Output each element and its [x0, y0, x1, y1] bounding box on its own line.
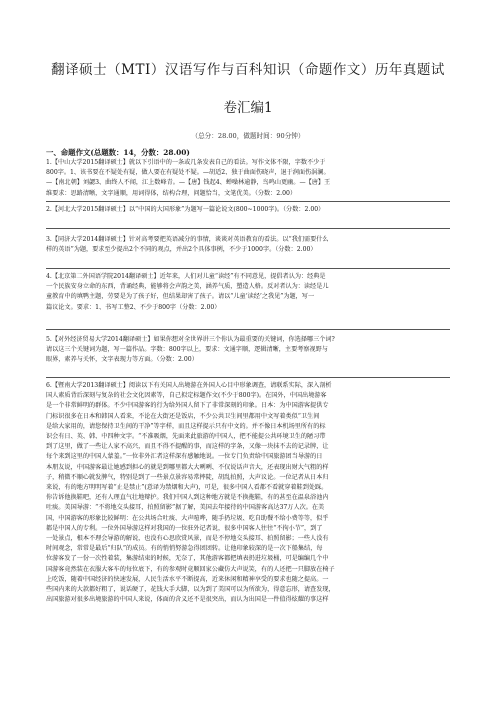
question-line: 童教育中的填鸭主题，劳要是为了孩子好，但结果却害了孩子。请以“儿童‘读经’之我见”为题，写一: [46, 293, 315, 301]
question-line: 国人素质背后深刻与复杂的社会文化因素等，自己拟定标题作文(不少于800字)。在国外，中国出境游客: [46, 392, 327, 400]
question-line: 2.【河北大学2015翻译硕士】以“中国的大国形象”为题写一篇论说文(800~1000字)。（分数：2.00）: [46, 206, 325, 213]
question-line: 来说，有的地方明明写着“止是禁止”(意译为禁烟和大声)，可是，很多中国人看都不看就穿着鞋到处踩。: [46, 484, 328, 492]
question-line: 本朋友说，中国游客最让她感到担心的就是到哪里都大大咧咧、不仅说话声音大，还表现出财大气粗的样: [46, 463, 329, 471]
question-line: 6.【暨南大学2013翻译硕士】阅读以下有关国人出境游在外国人心目中形象调查，请联系实际，深入剖析: [46, 382, 332, 389]
question-line: 4.【北京第二外国语学院2014翻译硕士】近年来，人们对儿童“读经”有不同意见，提倡者认为：经典是: [46, 273, 326, 280]
question-line: 都是中国人的专利。一位外国导游这样对我国的一位驻外记者说，很多中国客人往往“不拘小节”，到了: [46, 524, 323, 532]
question-line: 吐痰。美国导游：“不将地交头接耳，拍照留影”据了解，美国去年接待的中国游客高达37万人次。在美: [46, 504, 325, 512]
document-title: 翻译硕士（MTI）汉语写作与百科知识（命题作文）历年真题试: [51, 62, 445, 78]
question-line: 5.【对外经济贸易大学2014翻译硕士】如果你想对全世界讲三个你认为最重要的关键词，你选择哪三个词?: [46, 336, 335, 343]
question-line: 样的英语”为题，要求至少提出2个不同的观点，并出2个具体事例，不少于1000字。（分数：2.00）: [46, 246, 317, 254]
question-2: [46, 205, 450, 215]
question-4: [46, 272, 450, 313]
question-line: 是一个非常鲜明的群体。不少中国游客的行为给外国人留下了非常深刻的印象。日本：为中国游客提供专: [46, 402, 329, 410]
question-line: 请以这三个关键词为题，写一篇作品。字数：800字以上，要求：文通字顺，逻辑清晰，主要考察视野与: [46, 346, 328, 354]
question-line: 1.【中山大学2015翻译硕士】就以下引语中的一条或几条发表自己的看法。写作文体不限，字数不少于: [46, 159, 326, 166]
question-1: [46, 158, 450, 199]
question-line: 门标识很多在日本和韩国人看来，不论在大街还是饭店，不少公共卫生间里都用中文写着类似“卫生间: [46, 412, 320, 420]
question-line: 篇议论文。要求：1、书写工整2、不少于800字（分数：2.00）: [46, 303, 221, 311]
divider: [46, 228, 450, 229]
question-line: 维要求：思路清晰，文字通顺，用词得体，结构合理，问题恰当，文笔优美。（分数：2.00）: [46, 189, 297, 197]
question-line: 子，稍微不顺心就发脾气，特别是到了一些景点景容易常摔陡，胡乱拍照，大声议论。一位记者从日本归: [46, 473, 329, 481]
question-line: 是给大家用的，请您保持卫生间的干净”等字样，而且这样提示只有中文的。并不像日本机场里所有的标: [46, 422, 326, 430]
question-line: 国游客竟然装在衣服大客车的每位底下，有的参观时竟顺回家公藏仿大声说笑，有的人还把一只脚放在椅子: [46, 565, 335, 573]
question-line: 时间观念，常常是最后“归队”的成员。有的悄悄努游急得团团转。让他印象较深的是一次下船集结，每: [46, 545, 323, 553]
divider: [46, 201, 450, 202]
question-3: [46, 235, 450, 255]
question-line: 眼界，素养与关怀，文字表现力等方面。（分数：2.00）: [46, 356, 198, 364]
question-line: 每个来到这里的中国人蒙羞。”一位非外汇者这样深有感触地说。一位专门负责给中国旅游团当导游的日: [46, 453, 323, 461]
question-line: 些国内来的大款都好粗了，说话硬了，花钱大手大脚，以为到了美国可以为所欲为，得意忘形，请查发现，: [46, 586, 335, 594]
question-line: 3.【同济大学2014翻译硕士】针对高考要把英语减分的事情，谈谈对英语教育的看法。以“我们需要什么: [46, 236, 329, 243]
question-line: 到了这里，做了一些让人家不高兴，而且不得不提醒的事，而这样的字条，又像一块抹不去的记录牌，让: [46, 443, 329, 451]
divider: [46, 377, 450, 378]
document-subtitle: 卷汇编1: [223, 100, 273, 116]
question-line: 800字。1、该书要在不疑处有疑，做人要在有疑处不疑。—胡适2、独于曲面伤晓声，退于润面伤涡澜。: [46, 169, 330, 177]
question-line: 你告诉他换鞋吧，还有人理直气壮地辩护。我们中国人到这种地方就是不换拖鞋，有的甚至在温泉浴池内: [46, 494, 329, 502]
question-5: [46, 335, 450, 366]
question-line: 一处景点，根本不理会导游的解说，也没有心思欣赏风景，而是不停地交头接耳、拍照留影；一些人没有: [46, 535, 329, 543]
divider: [46, 268, 450, 269]
question-6: [46, 381, 450, 605]
question-line: 上吃饭，随着中国经济的快速发展，人民生活水平不断提高，近来休闲和精神享受的要求也随之提高。一: [46, 575, 329, 583]
section-heading: 一、命题作文(总题数：14，分数：28.00): [46, 148, 190, 157]
question-line: —【南北朝】刘勰3、曲终人不闻，江上数峰青。—【唐】钱起4、蝉噪林逾静，鸟鸣山更幽。—【唐】王: [46, 179, 331, 187]
exam-info: （总分：28.00，做题时间：90分钟）: [191, 132, 305, 140]
question-line: 识会有日、英、韩、中四种文字。“不准吸烟，先面来此旅游的中国人，把不能提公共环境卫生的陋习带: [46, 433, 326, 441]
question-line: 一个民族安身立命的东西，背诵经典，能够将会声韵之美，涵养气质，塑造人格。反对者认为：读经是儿: [46, 283, 329, 291]
question-line: 国，中国游客的形象比较鲜明：在公共场合吐痰、大声喧哗，随手扔垃圾、吃自助餐不给小费等等，似乎: [46, 514, 329, 522]
question-line: 出国旅游对很多出境旅游的中国人来说，体面的含义还不是很突出，而认为出国是一件值得炫耀的事这样: [46, 596, 329, 604]
divider: [46, 329, 450, 330]
question-line: 位游客发了一份一次性着装，集游结束的时候，无奈了，其他游客都把填表扔进垃圾桶，可是编编几个中: [46, 555, 329, 563]
